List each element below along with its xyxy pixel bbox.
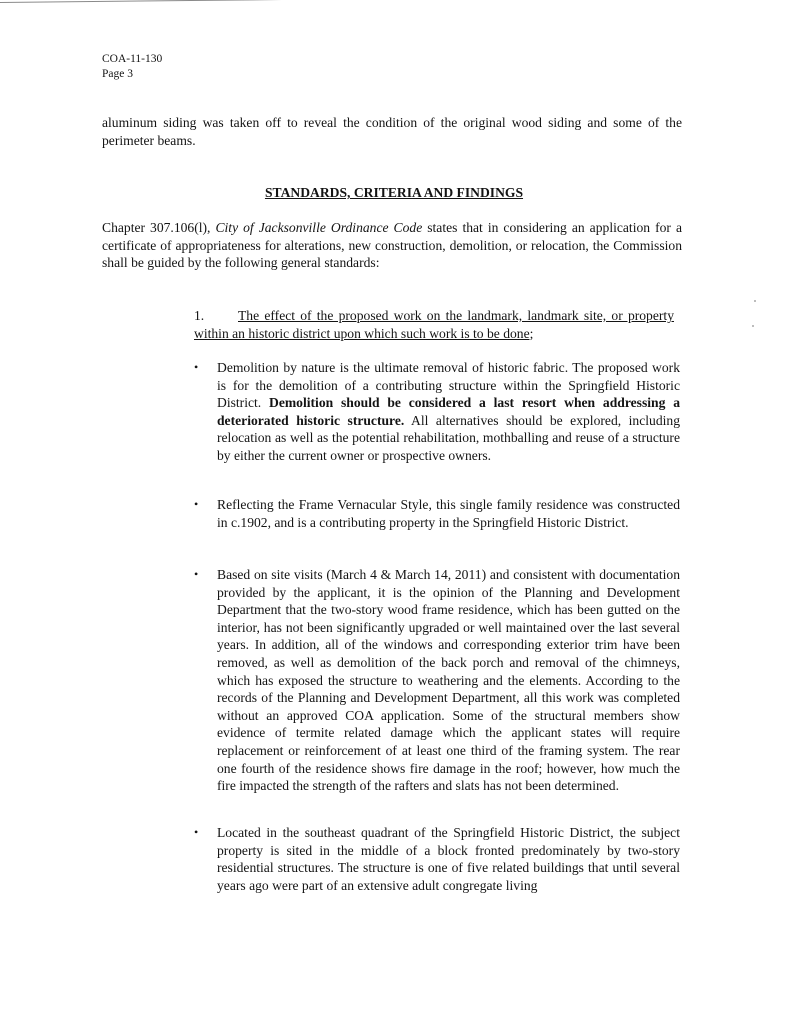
section-heading: STANDARDS, CRITERIA AND FINDINGS xyxy=(264,185,524,200)
intro-paragraph: aluminum siding was taken off to reveal the condition of the original wood siding and some of the perimeter beams. xyxy=(102,115,682,148)
page-number: Page 3 xyxy=(102,68,133,80)
document-id: COA-11-130 xyxy=(102,53,163,65)
page-header xyxy=(102,52,162,82)
standard-1 xyxy=(194,307,674,342)
bullet-icon: • xyxy=(194,825,199,839)
scan-speck xyxy=(752,325,754,327)
bold-emphasis: Demolition should be considered a last resort when addressing a deteriorated historic structure. xyxy=(217,395,680,428)
bullet-icon: • xyxy=(194,567,199,581)
bullet-icon: • xyxy=(194,360,199,374)
bullet-icon: • xyxy=(194,497,199,511)
bullet-item: • Reflecting the Frame Vernacular Style, this single family residence was constructed in c.1902, and is a contributing property in the Springfield Historic District. xyxy=(194,497,680,530)
ordinance-code-title: City of Jacksonville Ordinance Code xyxy=(215,220,423,235)
scan-edge-line xyxy=(0,0,282,3)
chapter-suffix: states that in considering an application for a certificate of appropriateness for alterations, new construction, demolition, or relocation, the Commission shall be guided by the following general standards: xyxy=(102,220,682,270)
bullet-item: • Based on site visits (March 4 & March 14, 2011) and consistent with documentation provided by the applicant, it is the opinion of the Planning and Development Department that the two-story wood frame residence, which has been gutted on the interior, has not been significantly upgraded or well maintained over the last several years. In addition, all of the windows and corresponding exterior trim have been removed, as well as demolition of the back porch and removal of the chimneys, which has exposed the structure to weathering and the elements. According to the records of the Planning and Development Department, all this work was completed without an approved COA application. Some of the structural members show evidence of termite related damage which the applicant states will require replacement or reinforcement of at least one third of the framing system. The rear one fourth of the residence shows fire damage in the roof; however, how much the fire impacted the strength of the rafters and slats has not been determined. xyxy=(194,567,680,794)
scan-speck xyxy=(754,300,756,302)
standard-number: 1. xyxy=(194,308,205,323)
chapter-paragraph xyxy=(102,219,682,272)
chapter-prefix: Chapter 307.106(l), xyxy=(102,220,216,235)
bullet-item: • Located in the southeast quadrant of the Springfield Historic District, the subject property is sited in the middle of a block fronted predominately by two-story residential structures. The structure is one of five related buildings that until several years ago were part of an extensive adult congregate living xyxy=(194,825,680,893)
standard-text: The effect of the proposed work on the landmark, landmark site, or property within an historic district upon which such work is to be done; xyxy=(194,308,674,341)
bullet-item: • Demolition by nature is the ultimate removal of historic fabric. The proposed work is for the demolition of a contributing structure within the Springfield Historic District. Demolition should be considered a last resort when addressing a deteriorated historic structure. All alternatives should be explored, including relocation as well as the potential rehabilitation, mothballing and reuse of a structure by either the current owner or prospective owners. xyxy=(194,360,680,463)
